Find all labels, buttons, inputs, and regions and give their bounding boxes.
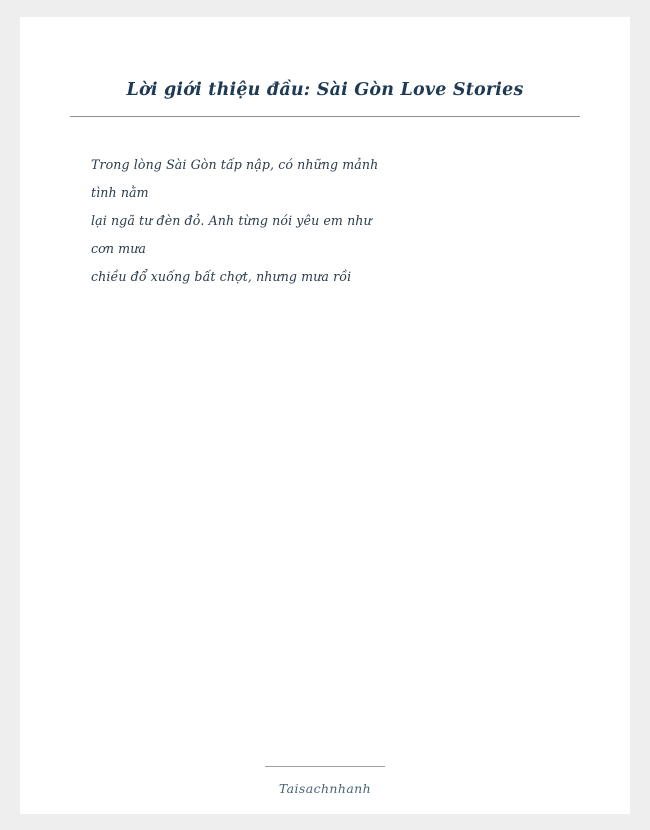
- body-line: cơn mưa: [91, 240, 147, 256]
- body-line: Trong lòng Sài Gòn tấp nập, có những mảnh: [91, 156, 379, 172]
- body-line: chiều đổ xuống bất chợt, nhưng mưa rồi: [91, 268, 352, 284]
- body-line: lại ngã tư đèn đỏ. Anh từng nói yêu em như: [91, 212, 372, 228]
- footer-label: Taisachnhanh: [278, 781, 372, 796]
- title-divider: [70, 116, 580, 117]
- footer-divider: [265, 766, 385, 767]
- page-title: Lời giới thiệu đầu: Sài Gòn Love Stories: [126, 80, 524, 100]
- document-content: [20, 17, 630, 814]
- document-page: [20, 17, 630, 814]
- document-body: [68, 151, 582, 291]
- page-footer: [20, 766, 630, 796]
- body-line: tình nằm: [91, 184, 149, 200]
